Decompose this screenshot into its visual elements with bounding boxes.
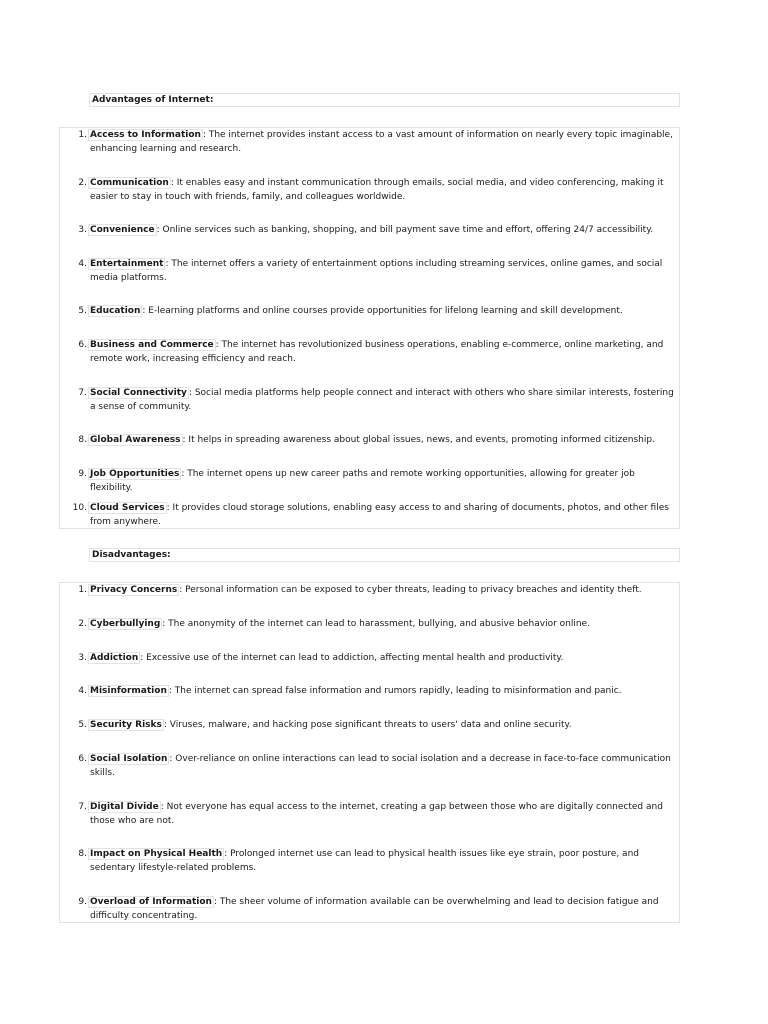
item-term: Overload of Information xyxy=(90,897,212,907)
advantages-list xyxy=(59,127,680,529)
item-text: : Personal information can be exposed to cyber threats, leading to privacy breaches and identity theft. xyxy=(179,585,642,595)
item-term: Convenience xyxy=(90,225,155,235)
item-text: : Not everyone has equal access to the internet, creating a gap between those who are digitally connected and those who are not. xyxy=(90,802,663,826)
item-number: 4. xyxy=(78,686,87,696)
item-text: : The anonymity of the internet can lead to harassment, bullying, and abusive behavior online. xyxy=(162,619,590,629)
item-text: : The internet provides instant access to a vast amount of information on nearly every topic imaginable, enhancing learning and research. xyxy=(90,130,673,154)
item-text: : Social media platforms help people connect and interact with others who share similar interests, fostering a sense of community. xyxy=(90,388,674,412)
item-number: 1. xyxy=(78,130,87,140)
item-term: Impact on Physical Health xyxy=(90,849,223,859)
item-number: 9. xyxy=(78,469,87,479)
item-number: 4. xyxy=(78,259,87,269)
disadvantages-list xyxy=(59,582,680,923)
item-text: : Online services such as banking, shopping, and bill payment save time and effort, offering 24/7 accessibility. xyxy=(156,225,654,235)
item-term: Business and Commerce xyxy=(90,340,214,350)
item-number: 3. xyxy=(78,653,87,663)
item-term: Privacy Concerns xyxy=(90,585,178,595)
item-term: Security Risks xyxy=(90,720,162,730)
item-number: 7. xyxy=(78,388,87,398)
item-text: : Over-reliance on online interactions can lead to social isolation and a decrease in face-to-face communication skills. xyxy=(90,754,671,778)
item-term: Education xyxy=(90,306,141,316)
item-number: 9. xyxy=(78,897,87,907)
item-number: 10. xyxy=(72,503,87,513)
item-text: : It helps in spreading awareness about global issues, news, and events, promoting informed citizenship. xyxy=(182,435,655,445)
item-number: 6. xyxy=(78,754,87,764)
item-text: : The sheer volume of information available can be overwhelming and lead to decision fatigue and difficulty concentrating. xyxy=(90,897,659,921)
item-number: 8. xyxy=(78,435,87,445)
item-text: : The internet offers a variety of entertainment options including streaming services, online games, and social media platforms. xyxy=(90,259,663,283)
item-number: 6. xyxy=(78,340,87,350)
item-number: 8. xyxy=(78,849,87,859)
item-term: Cloud Services xyxy=(90,503,165,513)
item-term: Addiction xyxy=(90,653,139,663)
disadvantages-heading: Disadvantages: xyxy=(89,548,680,562)
item-term: Cyberbullying xyxy=(90,619,161,629)
item-term: Digital Divide xyxy=(90,802,159,812)
item-number: 5. xyxy=(78,720,87,730)
item-number: 1. xyxy=(78,585,87,595)
item-text: : E-learning platforms and online courses provide opportunities for lifelong learning and skill development. xyxy=(142,306,623,316)
item-term: Social Connectivity xyxy=(90,388,187,398)
item-term: Communication xyxy=(90,178,169,188)
item-text: : Viruses, malware, and hacking pose significant threats to users' data and online security. xyxy=(163,720,572,730)
item-term: Access to Information xyxy=(90,130,201,140)
item-term: Social Isolation xyxy=(90,754,168,764)
item-number: 3. xyxy=(78,225,87,235)
advantages-heading: Advantages of Internet: xyxy=(89,93,680,107)
item-text: : Prolonged internet use can lead to physical health issues like eye strain, poor posture, and sedentary lifestyle-related problems. xyxy=(90,849,639,873)
item-number: 7. xyxy=(78,802,87,812)
item-term: Global Awareness xyxy=(90,435,181,445)
item-text: : The internet has revolutionized business operations, enabling e-commerce, online marketing, and remote work, increasing efficiency and reach. xyxy=(90,340,664,364)
item-number: 5. xyxy=(78,306,87,316)
item-text: : The internet opens up new career paths and remote working opportunities, allowing for greater job flexibility. xyxy=(90,469,635,493)
item-number: 2. xyxy=(78,619,87,629)
item-term: Misinformation xyxy=(90,686,167,696)
item-text: : The internet can spread false information and rumors rapidly, leading to misinformation and panic. xyxy=(168,686,622,696)
item-number: 2. xyxy=(78,178,87,188)
item-term: Entertainment xyxy=(90,259,164,269)
item-text: : Excessive use of the internet can lead to addiction, affecting mental health and productivity. xyxy=(140,653,564,663)
item-text: : It enables easy and instant communication through emails, social media, and video conferencing, making it easier to stay in touch with friends, family, and colleagues worldwide. xyxy=(90,178,664,202)
item-term: Job Opportunities xyxy=(90,469,180,479)
item-text: : It provides cloud storage solutions, enabling easy access to and sharing of documents, photos, and other files from anywhere. xyxy=(90,503,669,527)
